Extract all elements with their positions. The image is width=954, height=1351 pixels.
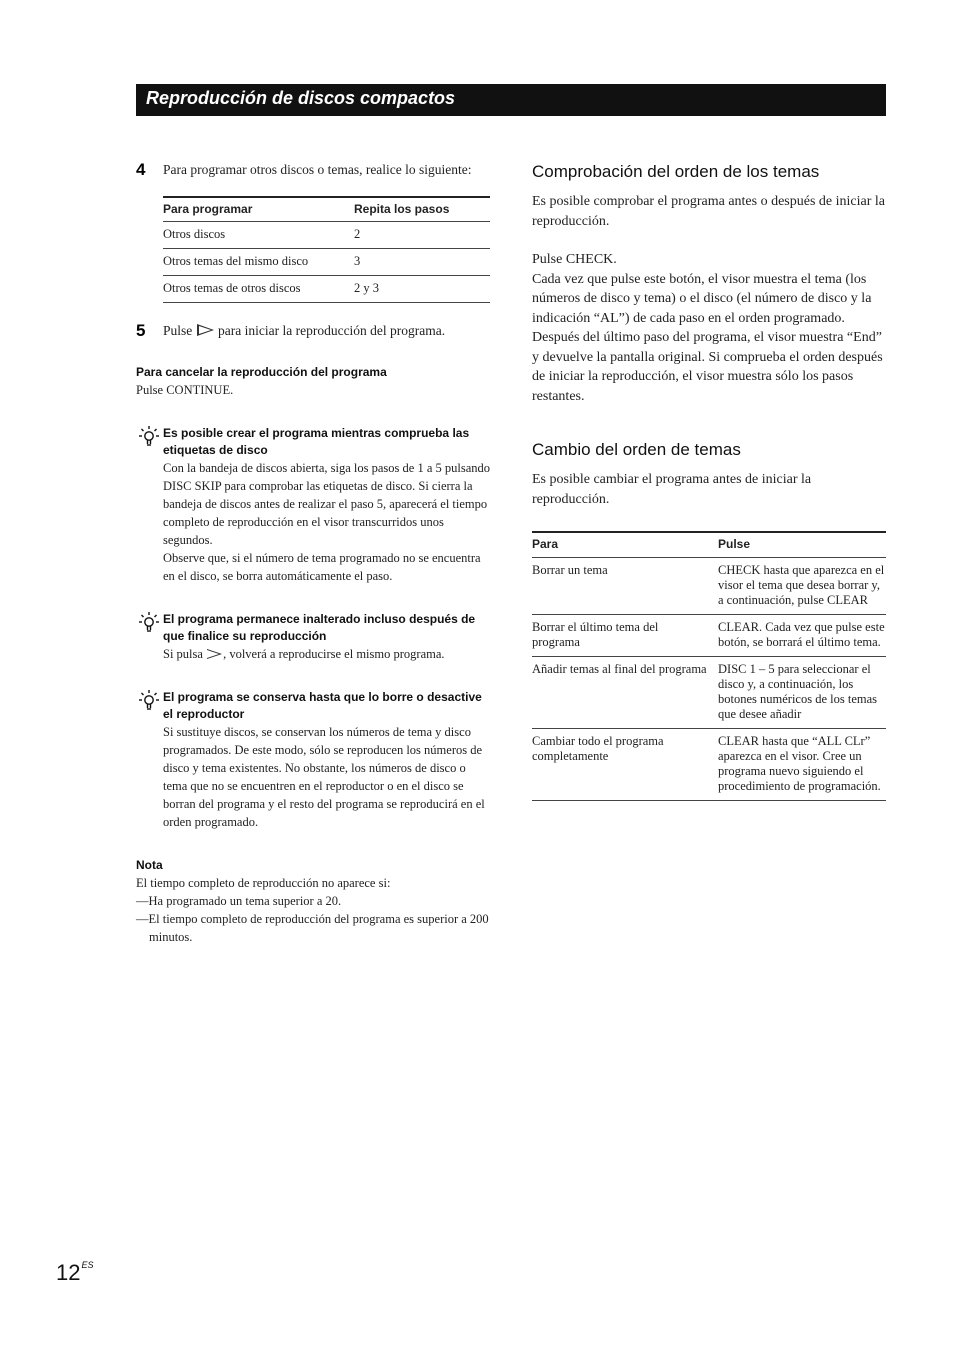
cancel-heading: Para cancelar la reproducción del programa — [136, 365, 387, 379]
tip-text — [163, 645, 492, 663]
step-number: 4 — [136, 160, 146, 179]
check-action: Pulse CHECK. — [532, 252, 617, 267]
table-row — [532, 558, 886, 615]
table-cell: CHECK hasta que aparezca en el visor el tema que desea borrar y, a continuación, pulse CLEAR — [718, 558, 886, 615]
table-cell: 2 y 3 — [354, 281, 379, 295]
table-cell: Borrar un tema — [532, 558, 718, 615]
play-icon — [197, 324, 214, 336]
table-row — [532, 657, 886, 729]
table-cell: Cambiar todo el programa completamente — [532, 734, 664, 763]
lightbulb-icon — [138, 689, 160, 711]
tip-1 — [136, 425, 492, 585]
table-row — [163, 276, 490, 303]
right-column — [532, 160, 886, 801]
note-intro: El tiempo completo de reproducción no aparece si: — [136, 876, 391, 890]
check-text: Cada vez que pulse este botón, el visor muestra el tema (los números de disco y tema) o el disco (el número de disco y la indicación “AL”) de cada paso en el orden programado. Después del último paso del programa, el visor muestra “End” y devuelve la pantalla original. Si comprueba el orden después de iniciar la reproducción, el visor muestra sólo los pasos restantes. — [532, 271, 883, 404]
table-row — [532, 615, 886, 657]
table-row — [163, 249, 490, 276]
step-number: 5 — [136, 321, 146, 340]
table-cell: Añadir temas al final del programa — [532, 657, 718, 729]
lightbulb-icon — [138, 611, 160, 633]
table-header-row — [163, 197, 490, 222]
tip-text: Si sustituye discos, se conservan los números de tema y disco programados. De este modo, sólo se reproducen los números de disco y tema existentes. No obstante, los números de disco o tema que no se encuentren en el reproductor o en el disco se borran del programa y el resto del programa se reproducirá en el orden programado. — [163, 725, 485, 829]
step-text: Para programar otros discos o temas, realice lo siguiente: — [163, 162, 472, 177]
table-cell: Otros discos — [163, 222, 354, 249]
check-heading: Comprobación del orden de los temas — [532, 162, 820, 181]
change-intro: Es posible cambiar el programa antes de iniciar la reproducción. — [532, 472, 812, 507]
tip-heading: Es posible crear el programa mientras comprueba las etiquetas de disco — [163, 426, 470, 457]
note-heading: Nota — [136, 858, 163, 872]
table-header: Para — [532, 532, 718, 558]
table-cell: Otros temas del mismo disco — [163, 249, 354, 276]
table-header: Para programar — [163, 197, 354, 222]
tip-3 — [136, 689, 492, 831]
section-header-bar — [136, 84, 886, 116]
tip-2 — [136, 611, 492, 663]
check-intro: Es posible comprobar el programa antes o después de iniciar la reproducción. — [532, 194, 885, 229]
step-5 — [136, 321, 492, 341]
step-text-post: para iniciar la reproducción del programa. — [218, 323, 446, 338]
program-table — [163, 196, 490, 303]
table-header-row — [532, 532, 886, 558]
note-item: —Ha programado un tema superior a 20. — [136, 894, 342, 908]
table-cell: 3 — [354, 249, 490, 276]
table-cell: CLEAR. Cada vez que pulse este botón, se borrará el último tema. — [718, 615, 886, 657]
step-text-pre: Pulse — [163, 323, 193, 338]
tip-text: Con la bandeja de discos abierta, siga los pasos de 1 a 5 pulsando DISC SKIP para comprobar las etiquetas de disco. Si cierra la bandeja de discos antes de realizar el paso 5, aparecerá el tiempo completo de reproducción en el visor transcurridos unos segundos. — [163, 461, 491, 547]
table-cell: CLEAR hasta que “ALL CLr” aparezca en el visor. Cree un programa nuevo siguiendo el procedimiento de programación. — [718, 734, 881, 793]
page-number-value: 12 — [56, 1260, 81, 1285]
table-header: Repita los pasos — [354, 197, 490, 222]
lightbulb-icon — [138, 425, 160, 447]
section-title: Reproducción de discos compactos — [146, 88, 456, 108]
tip-text-pre: Si pulsa — [163, 647, 203, 661]
cancel-section — [136, 364, 492, 399]
change-table — [532, 531, 886, 801]
tip-heading: El programa permanece inalterado incluso después de que finalice su reproducción — [163, 612, 476, 643]
step-4 — [136, 160, 492, 180]
table-cell: Borrar el último tema del programa — [532, 615, 718, 657]
tip-text: Observe que, si el número de tema programado no se encuentra en el disco, se borra automáticamente el paso. — [163, 551, 481, 583]
play-icon — [207, 649, 222, 659]
page-number — [56, 1260, 94, 1286]
table-cell: 2 — [354, 222, 490, 249]
table-cell: Otros temas de otros discos — [163, 281, 301, 295]
note-section — [136, 857, 492, 946]
change-heading: Cambio del orden de temas — [532, 440, 741, 459]
table-cell: DISC 1 – 5 para seleccionar el disco y, a continuación, los botones numéricos de los temas que desee añadir — [718, 657, 886, 729]
table-header: Pulse — [718, 532, 886, 558]
table-row — [163, 222, 490, 249]
cancel-text: Pulse CONTINUE. — [136, 383, 234, 397]
page-language: ES — [81, 1260, 94, 1270]
tip-text-post: , volverá a reproducirse el mismo programa. — [223, 647, 445, 661]
left-column — [136, 160, 492, 946]
tip-heading: El programa se conserva hasta que lo borre o desactive el reproductor — [163, 690, 482, 721]
note-item: —El tiempo completo de reproducción del programa es superior a 200 minutos. — [136, 912, 489, 944]
table-row — [532, 729, 886, 801]
